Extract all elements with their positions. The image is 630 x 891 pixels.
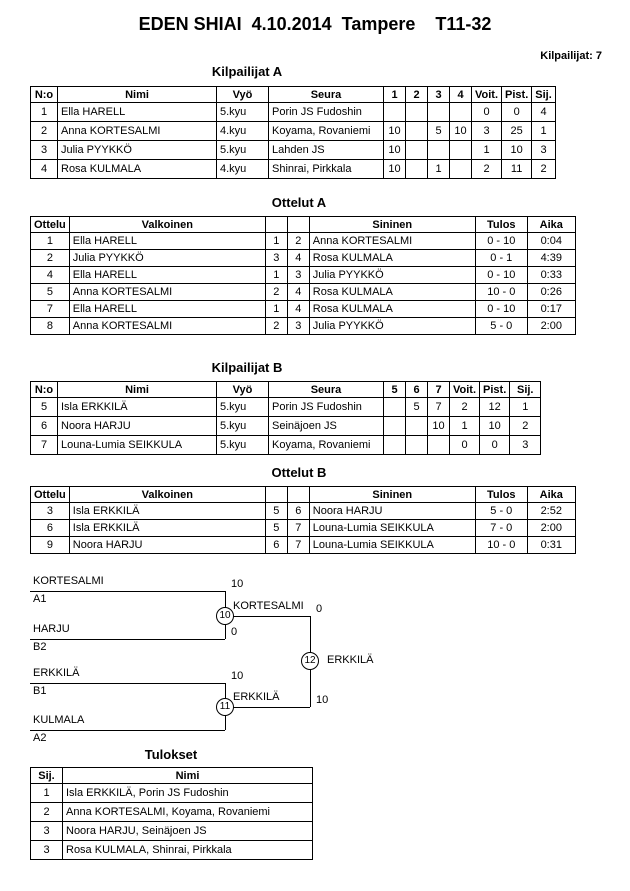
matches-a-table [30, 216, 576, 335]
white-number: 6 [265, 537, 287, 554]
score-vs-5 [384, 436, 406, 455]
col-white: Valkoinen [69, 217, 265, 233]
competitor-name: Ella HARELL [58, 103, 217, 122]
bracket-match-number-circle: 11 [216, 698, 234, 716]
competitor-name: Isla ERKKILÄ [58, 398, 217, 417]
white-number: 1 [265, 267, 287, 284]
blue-competitor: Rosa KULMALA [309, 301, 475, 318]
competitor-club: Koyama, Rovaniemi [269, 122, 384, 141]
place-value: 2 [532, 160, 556, 179]
col-match-4: 4 [450, 87, 472, 103]
score-vs-7: 7 [428, 398, 450, 417]
col-white: Valkoinen [69, 487, 265, 503]
wins-value: 2 [472, 160, 502, 179]
wins-value: 1 [472, 141, 502, 160]
matches-b-row [31, 503, 576, 520]
finals-bracket [0, 570, 630, 770]
col-match-1: 1 [384, 87, 406, 103]
blue-competitor: Rosa KULMALA [309, 284, 475, 301]
col-match-3: 3 [428, 87, 450, 103]
competitor-number: 5 [31, 398, 58, 417]
pool-a-table [30, 86, 556, 179]
blue-competitor: Louna-Lumia SEIKKULA [309, 537, 475, 554]
score-vs-2 [406, 141, 428, 160]
result-place: 1 [31, 784, 63, 803]
score-vs-7: 10 [428, 417, 450, 436]
place-value: 1 [510, 398, 541, 417]
match-number: 9 [31, 537, 70, 554]
page-title: EDEN SHIAI 4.10.2014 Tampere T11-32 [138, 14, 492, 34]
matches-a-heading: Ottelut A [271, 195, 327, 210]
results-header-row [31, 768, 313, 784]
score-vs-4 [450, 160, 472, 179]
competitor-club: Seinäjoen JS [269, 417, 384, 436]
pool-b-row [31, 436, 541, 455]
pool-a-row [31, 122, 556, 141]
score-vs-2 [406, 160, 428, 179]
match-number: 3 [31, 503, 70, 520]
competitor-number: 2 [31, 122, 58, 141]
match-result: 0 - 1 [475, 250, 527, 267]
bracket-winner-label: KORTESALMI [233, 600, 304, 612]
score-vs-5 [384, 398, 406, 417]
score-vs-1 [384, 103, 406, 122]
blue-number: 4 [287, 284, 309, 301]
competitor-name: Rosa KULMALA [58, 160, 217, 179]
points-value: 10 [502, 141, 532, 160]
white-number: 5 [265, 520, 287, 537]
blue-number: 7 [287, 520, 309, 537]
blue-competitor: Julia PYYKKÖ [309, 267, 475, 284]
col-belt: Vyö [217, 382, 269, 398]
white-competitor: Isla ERKKILÄ [69, 520, 265, 537]
match-number: 6 [31, 520, 70, 537]
bracket-slot-label: B2 [33, 641, 47, 653]
bracket-slot-label: A2 [33, 732, 47, 744]
matches-a-row [31, 250, 576, 267]
blue-competitor: Anna KORTESALMI [309, 233, 475, 250]
col-match-2: 2 [406, 87, 428, 103]
score-vs-4 [450, 103, 472, 122]
score-vs-5 [384, 417, 406, 436]
match-result: 5 - 0 [475, 503, 527, 520]
white-competitor: Anna KORTESALMI [69, 318, 265, 335]
match-result: 5 - 0 [475, 318, 527, 335]
bracket-match-number-circle: 10 [216, 607, 234, 625]
matches-a-row [31, 318, 576, 335]
results-row [31, 822, 313, 841]
result-place: 2 [31, 803, 63, 822]
white-competitor: Ella HARELL [69, 267, 265, 284]
matches-b-heading: Ottelut B [271, 465, 327, 480]
bracket-line [225, 707, 310, 708]
blue-competitor: Rosa KULMALA [309, 250, 475, 267]
competitor-name: Noora HARJU [58, 417, 217, 436]
competitor-number: 1 [31, 103, 58, 122]
white-number: 1 [265, 233, 287, 250]
match-number: 1 [31, 233, 70, 250]
result-name: Isla ERKKILÄ, Porin JS Fudoshin [63, 784, 313, 803]
competitor-name: Anna KORTESALMI [58, 122, 217, 141]
col-blue: Sininen [309, 217, 475, 233]
col-match-number: Ottelu [31, 487, 70, 503]
match-time: 4:39 [527, 250, 575, 267]
bracket-score: 0 [316, 603, 323, 615]
bracket-competitor-label: ERKKILÄ [33, 667, 80, 679]
col-time: Aika [527, 487, 575, 503]
score-vs-7 [428, 436, 450, 455]
score-vs-3: 5 [428, 122, 450, 141]
pool-a-heading: Kilpailijat A [211, 64, 283, 79]
white-number: 5 [265, 503, 287, 520]
wins-value: 0 [450, 436, 480, 455]
matches-a-header-row [31, 217, 576, 233]
pool-a-header-row [31, 87, 556, 103]
col-place: Sij. [510, 382, 541, 398]
place-value: 2 [510, 417, 541, 436]
bracket-score: 10 [231, 578, 244, 590]
col-belt: Vyö [217, 87, 269, 103]
competitor-club: Koyama, Rovaniemi [269, 436, 384, 455]
competitor-belt: 5.kyu [217, 436, 269, 455]
bracket-score: 10 [231, 670, 244, 682]
col-blue-no [287, 217, 309, 233]
points-value: 0 [502, 103, 532, 122]
white-number: 3 [265, 250, 287, 267]
competitor-belt: 5.kyu [217, 417, 269, 436]
white-number: 1 [265, 301, 287, 318]
points-value: 0 [480, 436, 510, 455]
bracket-score: 0 [231, 626, 238, 638]
pool-b-table [30, 381, 541, 455]
blue-number: 4 [287, 250, 309, 267]
col-name: Nimi [58, 382, 217, 398]
col-points: Pist. [480, 382, 510, 398]
results-table [30, 767, 313, 860]
points-value: 25 [502, 122, 532, 141]
match-result: 10 - 0 [475, 284, 527, 301]
blue-number: 3 [287, 318, 309, 335]
col-white-no [265, 217, 287, 233]
match-number: 2 [31, 250, 70, 267]
score-vs-1: 10 [384, 122, 406, 141]
wins-value: 1 [450, 417, 480, 436]
match-time: 2:00 [527, 318, 575, 335]
white-competitor: Ella HARELL [69, 233, 265, 250]
blue-number: 2 [287, 233, 309, 250]
match-result: 7 - 0 [475, 520, 527, 537]
score-vs-3: 1 [428, 160, 450, 179]
wins-value: 0 [472, 103, 502, 122]
place-value: 3 [532, 141, 556, 160]
match-time: 0:33 [527, 267, 575, 284]
bracket-competitor-label: KULMALA [33, 714, 85, 726]
white-competitor: Isla ERKKILÄ [69, 503, 265, 520]
matches-b-row [31, 520, 576, 537]
col-blue-no [287, 487, 309, 503]
points-value: 10 [480, 417, 510, 436]
match-number: 8 [31, 318, 70, 335]
matches-a-row [31, 233, 576, 250]
bracket-match-number-circle: 12 [301, 652, 319, 670]
competitor-belt: 5.kyu [217, 141, 269, 160]
score-vs-6 [406, 417, 428, 436]
bracket-line [30, 730, 225, 731]
competitor-name: Louna-Lumia SEIKKULA [58, 436, 217, 455]
wins-value: 3 [472, 122, 502, 141]
result-name: Rosa KULMALA, Shinrai, Pirkkala [63, 841, 313, 860]
competitor-number: 4 [31, 160, 58, 179]
bracket-slot-label: A1 [33, 593, 47, 605]
competitor-number: 6 [31, 417, 58, 436]
match-time: 0:17 [527, 301, 575, 318]
results-heading: Tulokset [144, 747, 198, 762]
col-white-no [265, 487, 287, 503]
match-time: 2:00 [527, 520, 575, 537]
white-competitor: Julia PYYKKÖ [69, 250, 265, 267]
white-competitor: Ella HARELL [69, 301, 265, 318]
pool-b-row [31, 417, 541, 436]
match-result: 10 - 0 [475, 537, 527, 554]
match-number: 7 [31, 301, 70, 318]
pool-b-row [31, 398, 541, 417]
col-club: Seura [269, 382, 384, 398]
blue-competitor: Louna-Lumia SEIKKULA [309, 520, 475, 537]
competitor-club: Porin JS Fudoshin [269, 398, 384, 417]
col-result: Tulos [475, 487, 527, 503]
result-name: Anna KORTESALMI, Koyama, Rovaniemi [63, 803, 313, 822]
bracket-line [30, 683, 225, 684]
col-blue: Sininen [309, 487, 475, 503]
col-match-number: Ottelu [31, 217, 70, 233]
matches-a-row [31, 267, 576, 284]
results-row [31, 841, 313, 860]
white-number: 2 [265, 318, 287, 335]
matches-b-header-row [31, 487, 576, 503]
col-match-6: 6 [406, 382, 428, 398]
bracket-score: 10 [316, 694, 329, 706]
score-vs-3 [428, 103, 450, 122]
bracket-line [30, 591, 225, 592]
col-number: N:o [31, 382, 58, 398]
blue-number: 3 [287, 267, 309, 284]
competitor-name: Julia PYYKKÖ [58, 141, 217, 160]
match-result: 0 - 10 [475, 233, 527, 250]
result-place: 3 [31, 822, 63, 841]
blue-competitor: Noora HARJU [309, 503, 475, 520]
col-name: Nimi [63, 768, 313, 784]
col-place: Sij. [31, 768, 63, 784]
competitor-belt: 4.kyu [217, 160, 269, 179]
score-vs-3 [428, 141, 450, 160]
score-vs-4 [450, 141, 472, 160]
pool-a-row [31, 141, 556, 160]
col-wins: Voit. [450, 382, 480, 398]
match-time: 0:31 [527, 537, 575, 554]
col-number: N:o [31, 87, 58, 103]
competitor-club: Porin JS Fudoshin [269, 103, 384, 122]
results-row [31, 784, 313, 803]
white-number: 2 [265, 284, 287, 301]
pool-a-row [31, 160, 556, 179]
score-vs-1: 10 [384, 160, 406, 179]
wins-value: 2 [450, 398, 480, 417]
competitor-belt: 5.kyu [217, 103, 269, 122]
competitors-count: Kilpailijat: 7 [540, 50, 602, 62]
col-time: Aika [527, 217, 575, 233]
matches-b-table [30, 486, 576, 554]
result-place: 3 [31, 841, 63, 860]
col-place: Sij. [532, 87, 556, 103]
score-vs-2 [406, 122, 428, 141]
match-time: 2:52 [527, 503, 575, 520]
col-result: Tulos [475, 217, 527, 233]
match-result: 0 - 10 [475, 301, 527, 318]
col-name: Nimi [58, 87, 217, 103]
col-match-7: 7 [428, 382, 450, 398]
blue-competitor: Julia PYYKKÖ [309, 318, 475, 335]
results-row [31, 803, 313, 822]
col-points: Pist. [502, 87, 532, 103]
score-vs-4: 10 [450, 122, 472, 141]
match-result: 0 - 10 [475, 267, 527, 284]
pool-b-heading: Kilpailijat B [211, 360, 283, 375]
col-club: Seura [269, 87, 384, 103]
competitor-club: Shinrai, Pirkkala [269, 160, 384, 179]
score-vs-6: 5 [406, 398, 428, 417]
blue-number: 6 [287, 503, 309, 520]
bracket-winner-label: ERKKILÄ [233, 691, 280, 703]
match-time: 0:04 [527, 233, 575, 250]
bracket-champion-label: ERKKILÄ [327, 654, 374, 666]
blue-number: 7 [287, 537, 309, 554]
place-value: 3 [510, 436, 541, 455]
points-value: 12 [480, 398, 510, 417]
bracket-line [225, 616, 310, 617]
col-wins: Voit. [472, 87, 502, 103]
bracket-slot-label: B1 [33, 685, 47, 697]
competitor-belt: 5.kyu [217, 398, 269, 417]
score-vs-6 [406, 436, 428, 455]
pool-b-header-row [31, 382, 541, 398]
score-vs-1: 10 [384, 141, 406, 160]
white-competitor: Anna KORTESALMI [69, 284, 265, 301]
match-number: 5 [31, 284, 70, 301]
result-name: Noora HARJU, Seinäjoen JS [63, 822, 313, 841]
pool-a-row [31, 103, 556, 122]
bracket-competitor-label: KORTESALMI [33, 575, 104, 587]
score-vs-2 [406, 103, 428, 122]
bracket-competitor-label: HARJU [33, 623, 70, 635]
bracket-line [30, 639, 225, 640]
matches-a-row [31, 284, 576, 301]
blue-number: 4 [287, 301, 309, 318]
place-value: 4 [532, 103, 556, 122]
matches-a-row [31, 301, 576, 318]
competitor-number: 3 [31, 141, 58, 160]
match-time: 0:26 [527, 284, 575, 301]
competitor-club: Lahden JS [269, 141, 384, 160]
competitor-belt: 4.kyu [217, 122, 269, 141]
white-competitor: Noora HARJU [69, 537, 265, 554]
matches-b-row [31, 537, 576, 554]
competitor-number: 7 [31, 436, 58, 455]
col-match-5: 5 [384, 382, 406, 398]
match-number: 4 [31, 267, 70, 284]
place-value: 1 [532, 122, 556, 141]
points-value: 11 [502, 160, 532, 179]
